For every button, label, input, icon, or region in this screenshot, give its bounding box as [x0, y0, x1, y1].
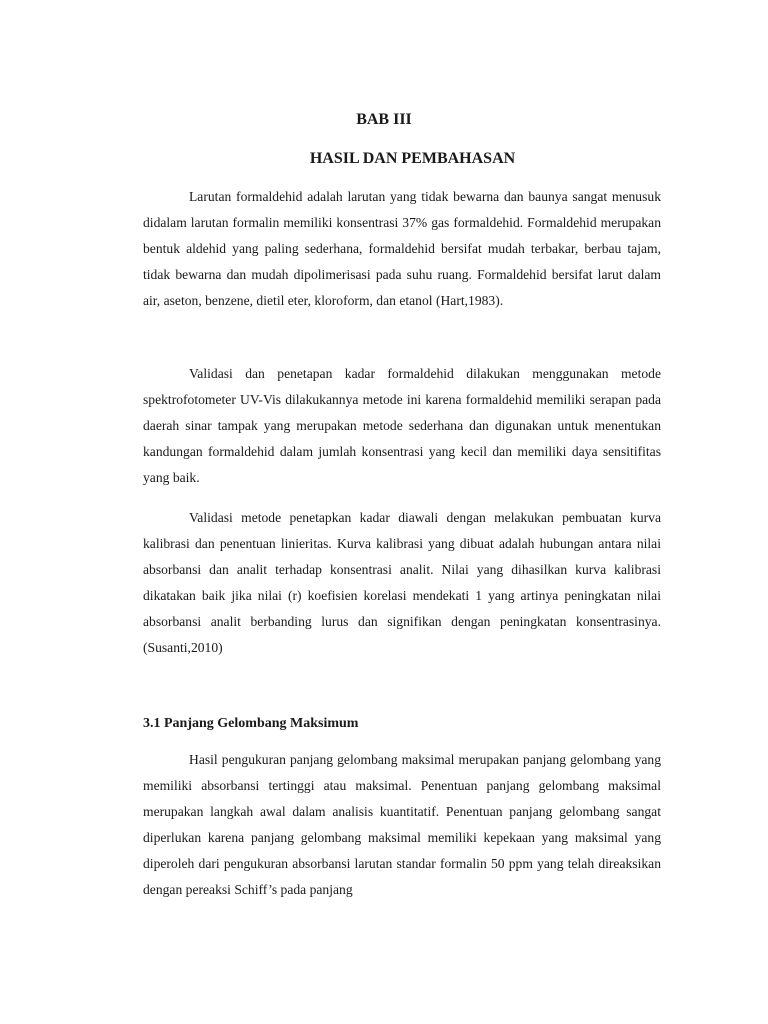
- paragraph-max-wavelength: Hasil pengukuran panjang gelombang maksimal merupakan panjang gelombang yang memiliki absorbansi tertinggi atau maksimal. Penentuan panjang gelombang maksimal merupakan langkah awal dalam analisis kuantitatif. Penentuan panjang gelombang sangat diperlukan karena panjang gelombang maksimal memiliki kepekaan yang maksimal yang diperoleh dari pengukuran absorbansi larutan standar formalin 50 ppm yang telah direaksikan dengan pereaksi Schiff’s pada panjang: [143, 752, 661, 898]
- paragraph-validation-method: Validasi dan penetapan kadar formaldehid dilakukan menggunakan metode spektrofotometer UV-Vis dilakukannya metode ini karena formaldehid memiliki serapan pada daerah sinar tampak yang merupakan metode sederhana dan digunakan untuk menentukan kandungan formaldehid dalam jumlah konsentrasi yang kecil dan memiliki daya sensitifitas yang baik.: [143, 366, 661, 486]
- chapter-number: BAB III: [356, 111, 412, 128]
- paragraph-calibration-curve: Validasi metode penetapkan kadar diawali dengan melakukan pembuatan kurva kalibrasi dan penentuan linieritas. Kurva kalibrasi yang dibuat adalah hubungan antara nilai absorbansi dan analit terhadap konsentrasi analit. Nilai yang dihasilkan kurva kalibrasi dikatakan baik jika nilai (r) koefisien korelasi mendekati 1 yang artinya peningkatan nilai absorbansi analit berbanding lurus dan signifikan dengan peningkatan konsentrasinya. (Susanti,2010): [143, 510, 661, 656]
- paragraph-formaldehyde-intro: Larutan formaldehid adalah larutan yang tidak bewarna dan baunya sangat menusuk didalam larutan formalin memiliki konsentrasi 37% gas formaldehid. Formaldehid merupakan bentuk aldehid yang paling sederhana, formaldehid bersifat mudah terbakar, berbau tajam, tidak bewarna dan mudah dipolimerisasi pada suhu ruang. Formaldehid bersifat larut dalam air, aseton, benzene, dietil eter, kloroform, dan etanol (Hart,1983).: [143, 189, 661, 309]
- section-heading: 3.1 Panjang Gelombang Maksimum: [143, 716, 359, 731]
- chapter-title: HASIL DAN PEMBAHASAN: [309, 150, 516, 167]
